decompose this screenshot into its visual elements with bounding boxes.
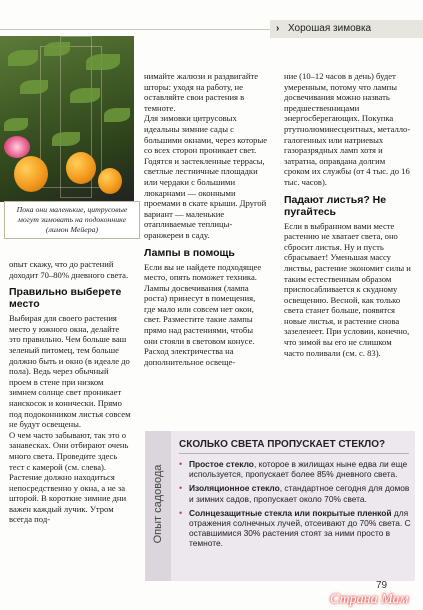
page-number: 79: [376, 580, 388, 591]
tip-box-sidebar: [145, 431, 171, 581]
tip-box-divider: [179, 453, 409, 454]
tip-box-list: [179, 459, 411, 553]
chevron-right-icon: ›: [276, 23, 280, 34]
citrus-photo: [0, 36, 134, 202]
watermark: Страна Мам: [330, 592, 409, 607]
paragraph: Выбирая для своего растения место у южного окна, делайте это правильно. Чем больше ваш зеленый питомец, тем больше должно быть и окно (в идеале до пола). Ведь через обычный проем в стене при низком зимнем солнце свет проникает наискосок и конически. Прямо под подоконником листья совсем не будут освещены.: [9, 313, 131, 430]
section-title: Хорошая зимовка: [288, 23, 372, 34]
paragraph: опыт скажу, что до растений доходит 70–80% дневного света.: [9, 259, 129, 280]
list-item: • Изоляционное стекло, стандартное сегодня для домов и зимних садов, пропускает около 70% света.: [179, 483, 410, 504]
subheading: Падают листья? Не пугайтесь: [284, 193, 387, 218]
paragraph: нимайте жалюзи и раздвигайте шторы: уходя на работу, не оставляйте свои растения в темноте.: [144, 71, 259, 113]
paragraph: ние (10–12 часов в день) будет умеренным, потому что лампы досвечивания можно назвать предшественницами энергосберегающих. Покупка ртутнолюминесцентных, металло-галогенных или натриевых газоразрядных ламп хотя и затратна, оправдана долгим сроком их службы (от 4 тыс. до 16 тыс. часов).: [284, 71, 411, 187]
tip-box-title: СКОЛЬКО СВЕТА ПРОПУСКАЕТ СТЕКЛО?: [179, 439, 386, 450]
tip-box: [145, 431, 415, 581]
column-1: [9, 259, 131, 525]
paragraph: Если вы не найдете подходящее место, опять поможет техника. Лампы досвечивания (лампа роста) принесут в помещения, где мало или совсем нет окон, свет. Разместите такие лампы прямо над растениями, чтобы они стояли в световом конусе. Расход электричества на дополнительное освеще-: [144, 261, 262, 367]
bullet-icon: •: [179, 507, 183, 518]
subheading: Лампы в помощь: [144, 246, 235, 259]
bullet-icon: •: [179, 459, 183, 469]
paragraph: Если в выбранном вами месте растению не хватает света, оно сбросит листья. Ну и пусть сбрасывает! Уменьшая массу листвы, растение экономит силы и таким естественным образом приспосабливается к скудному освещению. Весной, как только света станет больше, появятся новые листья, и растение снова зазеленеет. При условии, конечно, что зимой вы его не слишком часто поливали (см. с. 83).: [284, 220, 411, 358]
column-3: [284, 71, 412, 358]
section-tab: [270, 20, 423, 38]
photo-caption: Пока они маленькие, цитрусовые могут зимовать на подоконнике (лимон Мейера): [4, 201, 140, 239]
subheading: Правильно выберете место: [9, 286, 122, 311]
tip-box-side-label: Опыт садовода: [152, 464, 164, 544]
column-2: [144, 71, 268, 367]
paragraph: О чем часто забывают, так это о занавесках. Они отбирают очень много света. Проведите здесь тест с камерой (см. слева). Растение должно находиться непосредственно у окна, а не за шторой. В короткие зимние дни важен каждый лучик. Утром всегда под-: [9, 429, 129, 525]
list-item: • Простое стекло, которое в жилищах ныне едва ли еще используется, пропускает более 85% дневного света.: [179, 459, 408, 480]
paragraph: Для зимовки цитрусовых идеальны зимние сады с большими окнами, через которые со всех сторон проникает свет. Годятся и застекленные террасы, светлые лестничные площадки или чердаки с большими люкарнами — оконными проемами в скате крыши. Другой вариант — маленькие отапливаемые теплицы-оранжереи в саду.: [144, 113, 268, 240]
bullet-icon: •: [179, 483, 183, 494]
list-item: • Солнцезащитные стекла или покрытые пленкой для отражения солнечных лучей, отсеивают до 70% света. С оставшимися 30% растения стоят за ними просто в темноте.: [179, 507, 411, 549]
